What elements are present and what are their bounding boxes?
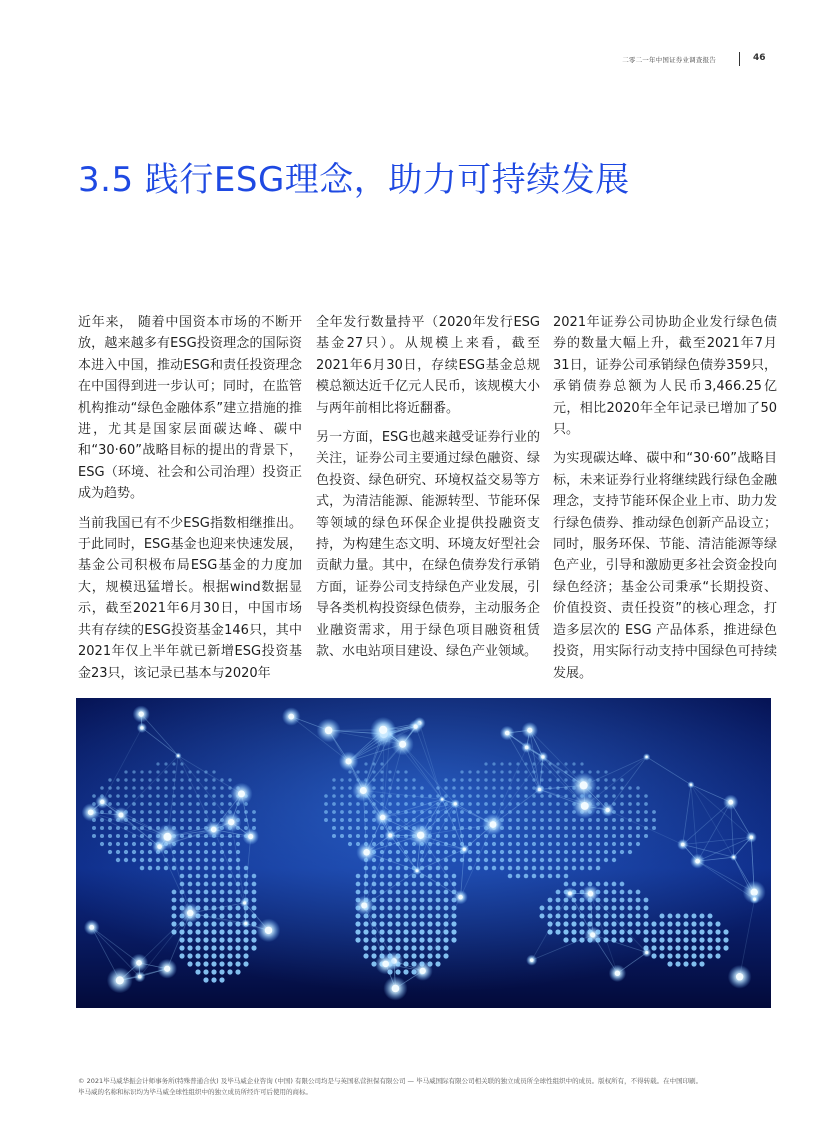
page-number: 46 bbox=[753, 53, 766, 63]
copyright-footer bbox=[78, 1076, 778, 1098]
footer-line-1: © 2021毕马威华振会计师事务所(特殊普通合伙) 及毕马威企业咨询 (中国) 有限公司均是与英国私营担保有限公司 — 毕马威国际有限公司相关联的独立成员所全球性组织中的成员。版权所有，不得转载。在中国印刷。 bbox=[78, 1077, 703, 1085]
footer-line-2: 毕马威的名称和标识均为毕马威全球性组织中的独立成员所经许可后使用的商标。 bbox=[78, 1088, 312, 1096]
paragraph: 近年来， 随着中国资本市场的不断开放，越来越多有ESG投资理念的国际资本进入中国，推动ESG和责任投资理念在中国得到进一步认可；同时，在监管机构推动“绿色金融体系”建立措施的推进，尤其是国家层面碳达峰、碳中和“30·60”战略目标的提出的背景下， ESG（环境、社会和公司治理）投资正成为趋势。 bbox=[78, 315, 302, 502]
paragraph: 全年发行数量持平（2020年发行ESG基金27只）。从规模上来看，截至2021年6月30日，存续ESG基金总规模总额达近千亿元人民币，该规模大小与两年前相比将近翻番。 bbox=[316, 315, 540, 416]
digital-world-map-network-image bbox=[76, 698, 771, 1008]
section-title: 3.5 践行ESG理念，助力可持续发展 bbox=[78, 160, 630, 200]
paragraph: 当前我国已有不少ESG指数相继推出。于此同时，ESG基金也迎来快速发展，基金公司积极布局ESG基金的力度加大，规模迅猛增长。根据wind数据显示，截至2021年6月30日，中国市场共有存续的ESG投资基金146只，其中2021年仅上半年就已新增ESG投资基金23只，该记录已基本与2020年 bbox=[78, 515, 302, 681]
text-column-1 bbox=[78, 312, 302, 692]
paragraph: 2021年证券公司协助企业发行绿色债券的数量大幅上升，截至2021年7月31日，证券公司承销绿色债券359只，承销债券总额为人民币3,466.25亿元，相比2020年全年记录已增加了50只。 bbox=[553, 315, 777, 438]
report-header-title: 二零二一年中国证券业调查报告 bbox=[622, 56, 716, 64]
paragraph: 另一方面，ESG也越来越受证券行业的关注，证券公司主要通过绿色融资、绿色投资、绿色研究、环境权益交易等方式，为清洁能源、能源转型、节能环保等领域的绿色环保企业提供投融资支持，为构建生态文明、环境友好型社会贡献力量。其中，在绿色债券发行承销方面，证券公司支持绿色产业发展，引导各类机构投资绿色债券，主动服务企业融资需求，用于绿色项目融资租赁款、水电站项目建设、绿色产业领域。 bbox=[316, 430, 540, 660]
text-column-3 bbox=[553, 312, 777, 692]
paragraph: 为实现碳达峰、碳中和“30·60”战略目标，未来证券行业将继续践行绿色金融理念，支持节能环保企业上市、助力发行绿色债券、推动绿色创新产品设立；同时，服务环保、节能、清洁能源等绿色产业，引导和激励更多社会资金投向绿色经济；基金公司秉承“长期投资、价值投资、责任投资”的核心理念，打造多层次的 ESG 产品体系，推进绿色投资，用实际行动支持中国绿色可持续发展。 bbox=[553, 451, 777, 681]
text-column-2 bbox=[316, 312, 540, 671]
header-divider bbox=[739, 52, 740, 66]
